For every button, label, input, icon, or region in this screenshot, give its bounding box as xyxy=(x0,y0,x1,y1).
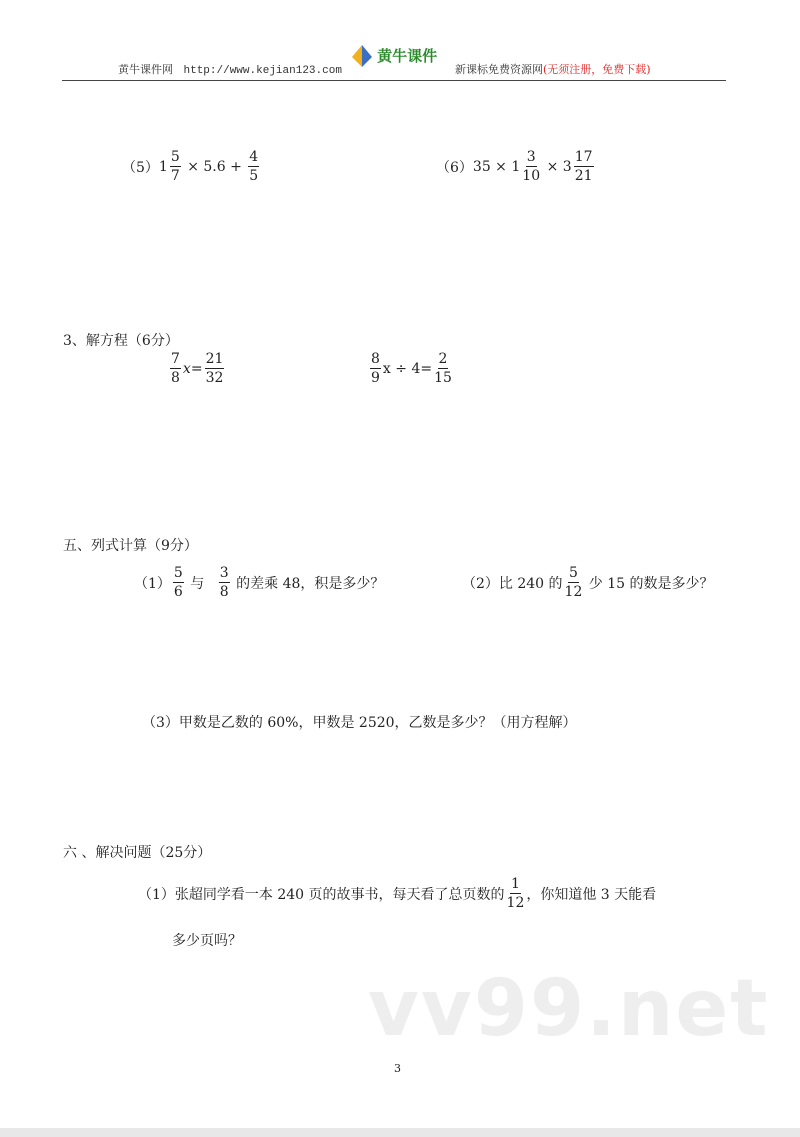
text: （1）张超同学看一本 240 页的故事书，每天看了总页数的 xyxy=(138,886,505,903)
fraction xyxy=(173,566,184,599)
section-6-title: 六 、解决问题（25分） xyxy=(63,845,212,861)
problem-6 xyxy=(436,150,596,183)
page-bottom-edge xyxy=(0,1128,800,1137)
denominator: 5 xyxy=(249,168,259,184)
label: （6） xyxy=(436,159,473,176)
logo-text: 黄牛课件 xyxy=(377,47,438,65)
fraction xyxy=(574,150,594,183)
denominator: 8 xyxy=(171,370,180,386)
right-site: 新课标免费资源网 xyxy=(455,63,543,76)
numerator: 3 xyxy=(219,565,229,581)
text: × xyxy=(542,158,563,175)
equation-2 xyxy=(368,352,454,385)
numerator: 17 xyxy=(574,149,593,165)
whole: 1 xyxy=(511,158,521,175)
problem-5 xyxy=(122,150,261,183)
question-6-1-continued: 多少页吗？ xyxy=(172,933,242,949)
whole: 3 xyxy=(562,158,572,175)
header-right xyxy=(455,63,651,77)
denominator: 21 xyxy=(574,168,593,184)
page-number: 3 xyxy=(394,1062,401,1075)
fraction xyxy=(434,352,452,385)
denominator: 32 xyxy=(205,370,224,386)
fraction xyxy=(170,150,181,183)
label: （5） xyxy=(122,159,159,176)
denominator: 9 xyxy=(371,370,380,386)
text: x= xyxy=(182,360,203,377)
header-rule xyxy=(62,80,726,81)
text: 少 15 的数是多少？ xyxy=(584,575,714,592)
question-6-1 xyxy=(138,877,656,910)
question-5-2 xyxy=(462,566,714,599)
numerator: 3 xyxy=(526,149,536,165)
numerator: 1 xyxy=(510,876,520,892)
watermark: vv99.net xyxy=(368,964,770,1054)
text: 与 xyxy=(185,575,209,592)
right-note: (无须注册，免费下载) xyxy=(543,63,651,76)
text: × 5.6 + xyxy=(182,158,247,175)
equation-1 xyxy=(168,352,226,385)
numerator: 5 xyxy=(568,565,578,581)
site-url: http://www.kejian123.com xyxy=(183,65,342,77)
text: 35 × xyxy=(472,158,512,175)
denominator: 6 xyxy=(173,584,183,600)
section-3-title: 3、解方程（6分） xyxy=(63,333,179,349)
denominator: 7 xyxy=(170,168,180,184)
label: （2）比 240 的 xyxy=(462,575,563,592)
section-5-title: 五、列式计算（9分） xyxy=(63,538,198,554)
site-name: 黄牛课件网 xyxy=(118,63,173,76)
header-left xyxy=(118,63,342,78)
fraction xyxy=(248,150,259,183)
fraction xyxy=(522,150,540,183)
numerator: 21 xyxy=(205,351,224,367)
question-5-3: （3）甲数是乙数的 60%，甲数是 2520，乙数是多少？（用方程解） xyxy=(142,715,577,731)
numerator: 5 xyxy=(173,565,183,581)
fraction xyxy=(205,352,225,385)
text: x ÷ 4= xyxy=(382,360,433,377)
denominator: 12 xyxy=(506,895,525,911)
numerator: 2 xyxy=(438,351,448,367)
denominator: 8 xyxy=(219,584,229,600)
logo xyxy=(352,45,437,69)
label: （1） xyxy=(134,575,171,592)
text: 的差乘 48，积是多少？ xyxy=(231,575,385,592)
whole: 1 xyxy=(158,158,168,175)
numerator: 4 xyxy=(249,149,259,165)
fraction xyxy=(170,352,181,385)
question-5-1 xyxy=(134,566,384,599)
fraction xyxy=(370,352,381,385)
logo-icon xyxy=(352,45,372,67)
denominator: 12 xyxy=(564,584,583,600)
denominator: 15 xyxy=(434,370,452,386)
text: ，你知道他 3 天能看 xyxy=(526,886,657,903)
numerator: 8 xyxy=(371,351,380,367)
numerator: 5 xyxy=(170,149,180,165)
numerator: 7 xyxy=(171,351,180,367)
denominator: 10 xyxy=(522,168,541,184)
fraction xyxy=(219,566,230,599)
fraction xyxy=(565,566,583,599)
fraction xyxy=(507,877,525,910)
